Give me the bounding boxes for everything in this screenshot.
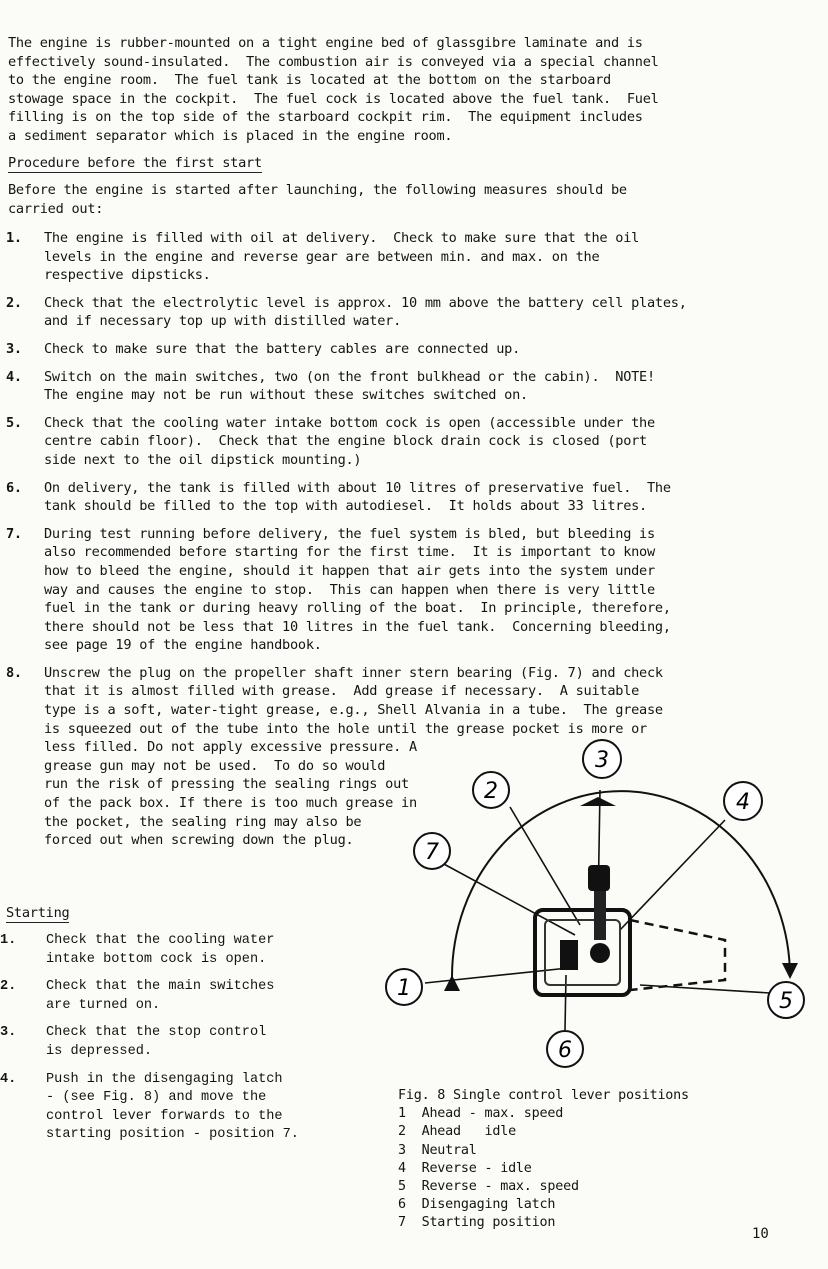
step-text: Check that the electrolytic level is approx. 10 mm above the battery cell plates, and if necessary top up with distilled water.	[44, 294, 687, 330]
step-number: 4.	[0, 1071, 17, 1087]
procedure-step-6	[0, 479, 800, 516]
caption-item-2: 2 Ahead idle	[398, 1124, 516, 1140]
callout-1	[386, 969, 422, 1005]
intro-paragraph: The engine is rubber-mounted on a tight engine bed of glassgibre laminate and is effectively sound-insulated. The combustion air is conveyed via a special channel to the engine room. The fuel tank is located at the bottom on the starboard stowage space in the cockpit. The fuel cock is located above the fuel tank. Fuel filling is on the top side of the starboard cockpit rim. The equipment includes a sediment separator which is placed in the engine room.	[8, 35, 659, 144]
step-number: 3.	[6, 340, 22, 357]
step-number: 6.	[6, 479, 22, 496]
caption-item-7: 7 Starting position	[398, 1215, 556, 1231]
step-number: 8.	[6, 664, 22, 681]
callout-label: 5	[779, 989, 793, 1014]
caption-item-5: 5 Reverse - max. speed	[398, 1179, 579, 1195]
caption-item-4: 4 Reverse - idle	[398, 1160, 532, 1176]
procedure-heading: Procedure before the first start	[8, 155, 262, 171]
procedure-intro: Before the engine is started after launching, the following measures should be carried out:	[8, 182, 627, 217]
lever-diagram	[380, 735, 810, 1075]
caption-item-6: 6 Disengaging latch	[398, 1197, 556, 1213]
step-text: Check that the main switches are turned on.	[46, 979, 275, 1013]
callout-6	[547, 1031, 583, 1067]
step-number: 5.	[6, 414, 22, 431]
procedure-step-4	[0, 368, 800, 405]
step-text: Check that the cooling water intake bottom cock is open (accessible under the centre cabin floor). Check that the engine block drain cock is closed (port side next to the oil dipstick mounting.)	[44, 414, 655, 468]
step-number: 1.	[6, 230, 22, 246]
caption-item-1: 1 Ahead - max. speed	[398, 1106, 564, 1122]
callout-label: 6	[558, 1038, 572, 1063]
step-number: 2.	[6, 294, 22, 311]
starting-steps	[0, 932, 340, 1154]
procedure-step-2	[0, 294, 800, 331]
disengaging-latch	[560, 940, 578, 970]
step-text: On delivery, the tank is filled with about 10 litres of preservative fuel. The tank should be filled to the top with autodiesel. It holds about 33 litres.	[44, 479, 671, 515]
caption-item-3: 3 Neutral	[398, 1142, 477, 1158]
procedure-step-3	[0, 340, 800, 359]
step-text: Check that the stop control is depressed.	[46, 1025, 267, 1059]
procedure-step-1	[0, 229, 800, 285]
callout-7	[414, 833, 450, 869]
callout-label: 1	[397, 976, 411, 1001]
step-text: Unscrew the plug on the propeller shaft inner stern bearing (Fig. 7) and check that it is almost filled with grease. Add grease if necessary. A suitable type is a soft, water-tight grease, e.g., Shell Alvania in a tube. The grease is squeezed out of the tube into the hole until the grease pocket is more or less filled. Do not apply excessive pressure. A grease gun may not be used. To do so would run the risk of pressing the sealing rings out of the pack box. If there is too much grease in the pocket, the sealing ring may also be forced out when screwing down the plug.	[44, 664, 663, 849]
caption-title: Fig. 8 Single control lever positions	[398, 1088, 689, 1103]
procedure-step-5	[0, 414, 800, 470]
callout-5	[768, 982, 804, 1018]
step-number: 7.	[6, 525, 22, 542]
step-text: Switch on the main switches, two (on the front bulkhead or the cabin). NOTE! The engine may not be run without these switches switched on.	[44, 368, 655, 404]
starting-step-2	[0, 978, 340, 1015]
page-number: 10	[752, 1226, 769, 1242]
procedure-step-7	[0, 525, 800, 655]
callout-label: 2	[484, 779, 498, 804]
starting-step-1	[0, 932, 340, 969]
step-number: 2.	[0, 979, 17, 995]
step-text: Push in the disengaging latch - (see Fig. 8) and move the control lever forwards to the starting position - position 7.	[46, 1071, 299, 1143]
step-text: During test running before delivery, the fuel system is bled, but bleeding is also recommended before starting for the first time. It is important to know how to bleed the engine, should it happen that air gets into the system under way and causes the engine to stop. This can happen when there is very little fuel in the tank or during heavy rolling of the boat. In principle, therefore, there should not be less that 10 litres in the fuel tank. Concerning bleeding, see page 19 of the engine handbook.	[44, 525, 671, 654]
step-number: 3.	[0, 1025, 17, 1041]
starting-step-3	[0, 1024, 340, 1061]
callout-label: 4	[736, 790, 750, 815]
starting-step-4	[0, 1071, 340, 1145]
callout-2	[473, 772, 509, 808]
step-text: Check to make sure that the battery cables are connected up.	[44, 340, 521, 357]
callout-4	[724, 782, 762, 820]
callout-label: 3	[595, 748, 609, 773]
figure-caption	[398, 1087, 689, 1233]
callout-3	[583, 740, 621, 778]
callout-label: 7	[425, 840, 439, 865]
step-number: 1.	[0, 933, 17, 948]
step-text: The engine is filled with oil at delivery. Check to make sure that the oil levels in the engine and reverse gear are between min. and max. on the respective dipsticks.	[44, 230, 640, 284]
starting-heading: Starting	[6, 905, 70, 921]
step-text: Check that the cooling water intake bottom cock is open.	[46, 933, 275, 967]
step-number: 4.	[6, 368, 22, 385]
control-housing	[535, 910, 630, 995]
